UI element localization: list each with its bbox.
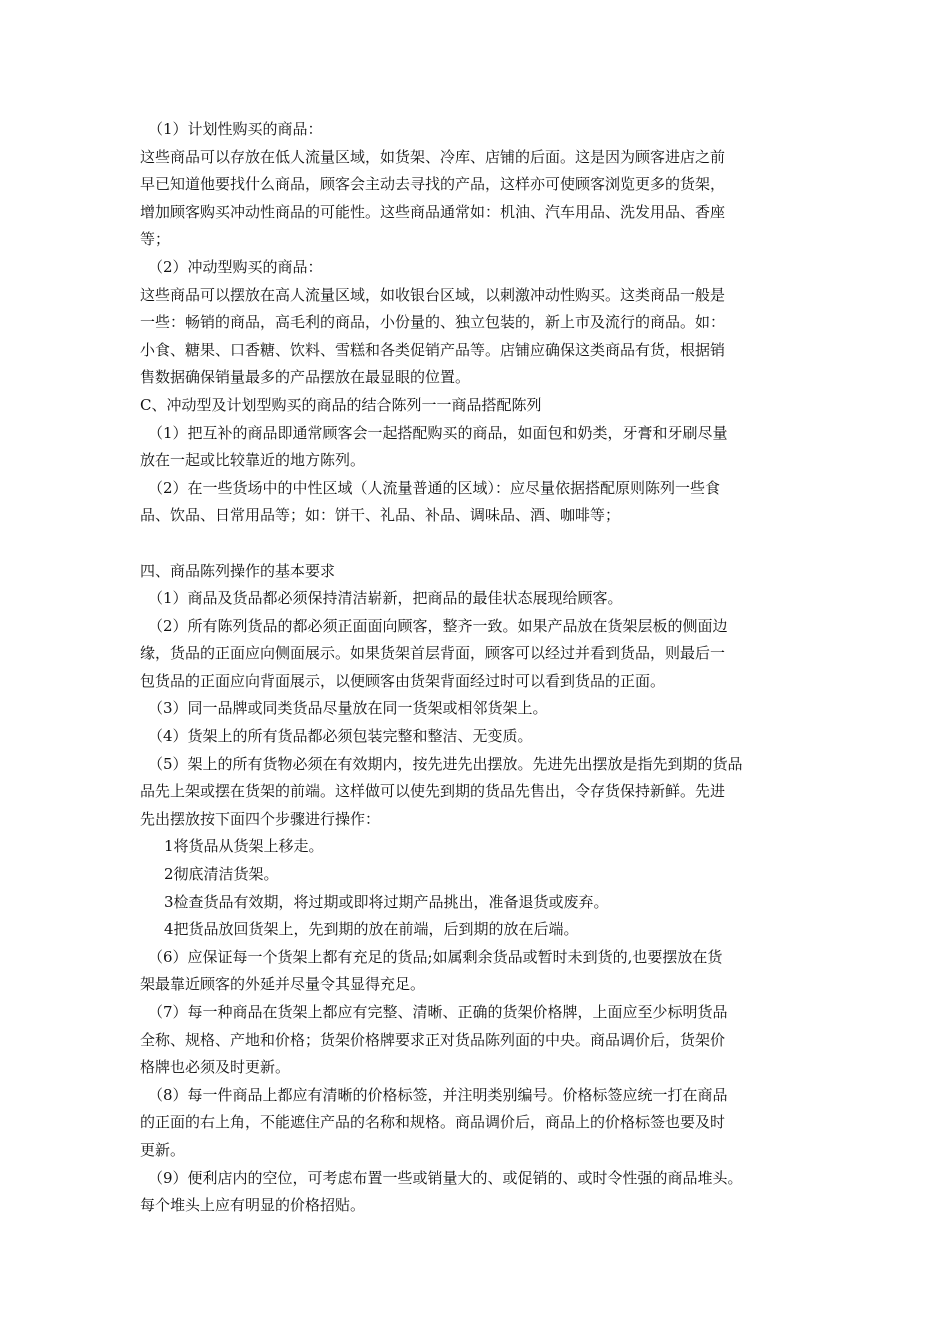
paragraph-line: 的正面的右上角，不能遮住产品的名称和规格。商品调价后，商品上的价格标签也要及时: [140, 1113, 726, 1132]
paragraph-line: 这些商品可以存放在低人流量区域，如货架、冷库、店铺的后面。这是因为顾客进店之前: [140, 147, 726, 166]
paragraph-line: 每个堆头上应有明显的价格招贴。: [140, 1196, 366, 1215]
paragraph-line: 更新。: [140, 1140, 186, 1159]
list-item: （2）在一些货场中的中性区域（人流量普通的区域）：应尽量依据搭配原则陈列一些食: [148, 478, 721, 497]
subheading-planned-purchase: （1）计划性购买的商品：: [148, 120, 323, 138]
list-item: （4）货架上的所有货品都必须包装完整和整洁、无变质。: [148, 727, 533, 746]
paragraph-line: 全称、规格、产地和价格；货架价格牌要求正对货品陈列面的中央。商品调价后，货架价: [140, 1030, 726, 1049]
paragraph-line: 包货品的正面应向背面展示，以便顾客由货架背面经过时可以看到货品的正面。: [140, 671, 666, 690]
list-item: （5）架上的所有货物必须在有效期内，按先进先出摆放。先进先出摆放是指先到期的货品: [148, 754, 743, 773]
step-item: 2彻底清洁货架。: [164, 865, 279, 884]
paragraph-line: 小食、糖果、口香糖、饮料、雪糕和各类促销产品等。店铺应确保这类商品有货，根据销: [140, 340, 726, 359]
list-item: （1）把互补的商品即通常顾客会一起搭配购买的商品，如面包和奶类，牙膏和牙刷尽量: [148, 423, 728, 442]
paragraph-line: 放在一起或比较靠近的地方陈列。: [140, 451, 366, 470]
paragraph-line: 等；: [140, 230, 171, 249]
paragraph-line: 品先上架或摆在货架的前端。这样做可以使先到期的货品先售出，令存货保持新鲜。先进: [140, 782, 726, 801]
paragraph-line: 增加顾客购买冲动性商品的可能性。这些商品通常如：机油、汽车用品、洗发用品、香座: [140, 202, 726, 221]
paragraph-line: 格牌也必须及时更新。: [140, 1058, 291, 1077]
paragraph-line: 品、饮品、日常用品等；如：饼干、礼品、补品、调味品、酒、咖啡等；: [140, 506, 621, 525]
list-item: （9）便利店内的空位，可考虑布置一些或销量大的、或促销的、或时令性强的商品堆头。: [148, 1168, 743, 1187]
section-heading-c: C、冲动型及计划型购买的商品的结合陈列一一商品搭配陈列: [140, 395, 542, 414]
paragraph-line: 售数据确保销量最多的产品摆放在最显眼的位置。: [140, 368, 471, 387]
paragraph-line: 架最靠近顾客的外延并尽量令其显得充足。: [140, 975, 426, 994]
paragraph-line: 缘，货品的正面应向侧面展示。如果货架首层背面，顾客可以经过并看到货品，则最后一: [140, 644, 726, 663]
list-item: （1）商品及货品都必须保持清洁崭新，把商品的最佳状态展现给顾客。: [148, 589, 623, 608]
document-body: [140, 116, 820, 1220]
paragraph-line: 早已知道他要找什么商品，顾客会主动去寻找的产品，这样亦可使顾客浏览更多的货架，: [140, 175, 726, 194]
list-item: （3）同一品牌或同类货品尽量放在同一货架或相邻货架上。: [148, 699, 548, 718]
step-item: 3检查货品有效期，将过期或即将过期产品挑出，准备退货或废弃。: [164, 892, 609, 911]
subheading-impulse-purchase: （2）冲动型购买的商品：: [148, 257, 323, 276]
list-item: （8）每一件商品上都应有清晰的价格标签，并注明类别编号。价格标签应统一打在商品: [148, 1085, 728, 1104]
paragraph-line: 一些：畅销的商品，高毛利的商品，小份量的、独立包装的，新上市及流行的商品。如：: [140, 313, 726, 332]
list-item: （2）所有陈列货品的都必须正面面向顾客，整齐一致。如果产品放在货架层板的侧面边: [148, 616, 728, 635]
step-item: 1将货品从货架上移走。: [164, 837, 324, 856]
step-item: 4把货品放回货架上，先到期的放在前端，后到期的放在后端。: [164, 920, 579, 939]
section-heading-four: 四、商品陈列操作的基本要求: [140, 561, 336, 580]
list-item: （7）每一种商品在货架上都应有完整、清晰、正确的货架价格牌，上面应至少标明货品: [148, 1003, 728, 1021]
paragraph-line: 先出摆放按下面四个步骤进行操作：: [140, 809, 381, 828]
list-item: （6）应保证每一个货架上都有充足的货品;如属剩余货品或暂时未到货的,也要摆放在货: [148, 947, 723, 966]
blank-line: [140, 530, 820, 558]
paragraph-line: 这些商品可以摆放在高人流量区域，如收银台区域，以刺激冲动性购买。这类商品一般是: [140, 285, 726, 304]
